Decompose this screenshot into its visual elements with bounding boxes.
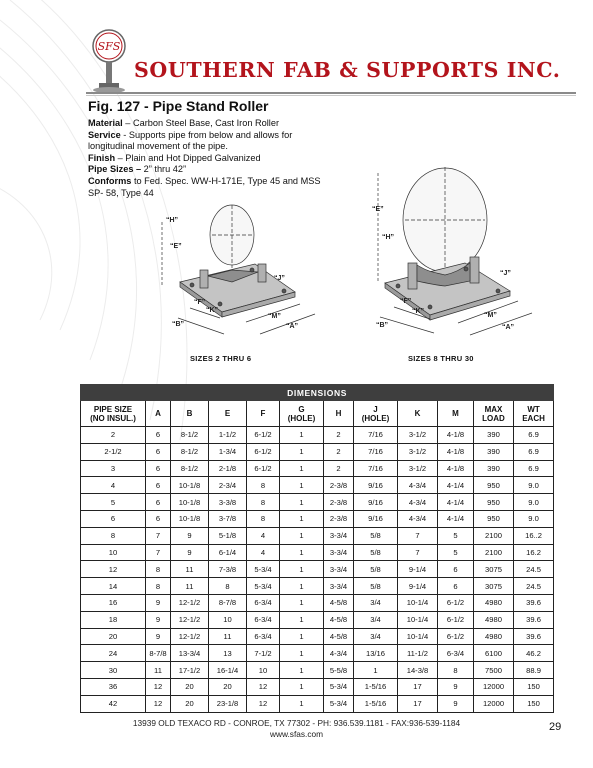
table-cell: 4-5/8 xyxy=(324,611,354,628)
table-cell: 4 xyxy=(247,527,280,544)
table-cell: 1 xyxy=(280,477,324,494)
dimensions-table xyxy=(80,384,554,713)
table-cell: 1 xyxy=(280,527,324,544)
table-cell: 8 xyxy=(247,494,280,511)
table-row xyxy=(81,544,554,561)
table-cell: 5 xyxy=(438,544,474,561)
table-cell: 9/16 xyxy=(354,494,398,511)
table-cell: 4-1/8 xyxy=(438,443,474,460)
column-header-line: M xyxy=(452,409,459,418)
table-cell: 10 xyxy=(81,544,146,561)
table-cell: 4-5/8 xyxy=(324,628,354,645)
table-cell: 18 xyxy=(81,611,146,628)
table-cell: 5-1/8 xyxy=(209,527,247,544)
table-row xyxy=(81,695,554,712)
table-cell: 8-1/2 xyxy=(171,443,209,460)
table-cell: 4-1/8 xyxy=(438,460,474,477)
table-cell: 2-3/8 xyxy=(324,494,354,511)
table-cell: 13 xyxy=(209,645,247,662)
table-cell: 8 xyxy=(209,578,247,595)
table-cell: 2-1/8 xyxy=(209,460,247,477)
column-header-line: LOAD xyxy=(482,413,505,423)
footer-address: 13939 OLD TEXACO RD - CONROE, TX 77302 - PH: 936.539.1181 - FAX:936-539-1184 xyxy=(132,718,461,728)
table-cell: 3-1/2 xyxy=(398,427,438,444)
table-cell: 11 xyxy=(209,628,247,645)
table-cell: 10 xyxy=(247,662,280,679)
table-row xyxy=(81,477,554,494)
footer-website: www.sfas.com xyxy=(269,729,324,739)
table-cell: 4-3/4 xyxy=(398,477,438,494)
table-cell: 3-3/4 xyxy=(324,544,354,561)
table-cell: 2-3/4 xyxy=(209,477,247,494)
table-cell: 4-1/4 xyxy=(438,477,474,494)
spec-material xyxy=(88,118,328,130)
column-header xyxy=(474,401,514,427)
table-cell: 7/16 xyxy=(354,427,398,444)
table-cell: 39.6 xyxy=(514,611,554,628)
table-cell: 4-3/4 xyxy=(398,494,438,511)
table-cell: 9/16 xyxy=(354,477,398,494)
header-rule-thin xyxy=(86,95,576,96)
table-cell: 6.9 xyxy=(514,427,554,444)
table-cell: 3-3/8 xyxy=(209,494,247,511)
table-cell: 8 xyxy=(146,561,171,578)
table-cell: 2 xyxy=(81,427,146,444)
table-cell: 4-5/8 xyxy=(324,594,354,611)
table-cell: 9 xyxy=(146,628,171,645)
column-header-line: B xyxy=(186,409,193,418)
table-cell: 46.2 xyxy=(514,645,554,662)
table-cell: 1 xyxy=(280,594,324,611)
dim-label-j: “J” xyxy=(274,275,285,282)
table-cell: 4-1/8 xyxy=(438,427,474,444)
table-cell: 20 xyxy=(171,695,209,712)
table-cell: 7-3/8 xyxy=(209,561,247,578)
table-cell: 950 xyxy=(474,510,514,527)
table-cell: 1 xyxy=(354,662,398,679)
column-header-line: J xyxy=(373,404,378,414)
spec-value: – Plain and Hot Dipped Galvanized xyxy=(115,152,261,163)
table-row xyxy=(81,427,554,444)
table-cell: 6 xyxy=(146,477,171,494)
table-cell: 10-1/8 xyxy=(171,510,209,527)
spec-label: Service xyxy=(88,129,121,140)
dim-label-h: “H” xyxy=(166,217,179,224)
drawing-small-sizes xyxy=(150,200,340,350)
spec-label: Conforms xyxy=(88,175,132,186)
table-cell: 1 xyxy=(280,611,324,628)
table-cell: 4980 xyxy=(474,628,514,645)
dim-label-k: “K” xyxy=(206,307,219,314)
table-cell: 1 xyxy=(280,443,324,460)
spec-value: – Carbon Steel Base, Cast Iron Roller xyxy=(122,118,279,128)
table-cell: 7-1/2 xyxy=(247,645,280,662)
table-cell: 3075 xyxy=(474,578,514,595)
column-header xyxy=(354,401,398,427)
table-cell: 88.9 xyxy=(514,662,554,679)
table-cell: 1 xyxy=(280,578,324,595)
table-cell: 3-7/8 xyxy=(209,510,247,527)
table-row xyxy=(81,594,554,611)
table-cell: 12 xyxy=(146,678,171,695)
table-cell: 6-3/4 xyxy=(247,628,280,645)
table-row xyxy=(81,494,554,511)
table-cell: 2-3/8 xyxy=(324,477,354,494)
table-cell: 1 xyxy=(280,427,324,444)
table-cell: 6.9 xyxy=(514,443,554,460)
table-cell: 20 xyxy=(209,678,247,695)
spec-pipe-sizes xyxy=(88,164,328,176)
table-cell: 1 xyxy=(280,544,324,561)
table-cell: 2100 xyxy=(474,527,514,544)
table-cell: 150 xyxy=(514,695,554,712)
table-cell: 5 xyxy=(438,527,474,544)
table-cell: 5/8 xyxy=(354,527,398,544)
table-cell: 39.6 xyxy=(514,594,554,611)
table-cell: 12-1/2 xyxy=(171,611,209,628)
page-number: 29 xyxy=(549,721,562,733)
table-cell: 6-1/2 xyxy=(247,460,280,477)
dim-label-b: “B” xyxy=(376,322,389,329)
table-cell: 13-3/4 xyxy=(171,645,209,662)
table-cell: 5/8 xyxy=(354,544,398,561)
table-cell: 6-1/2 xyxy=(247,443,280,460)
column-header-line: H xyxy=(335,409,342,418)
table-cell: 7500 xyxy=(474,662,514,679)
column-header-line: G xyxy=(298,404,305,414)
table-cell: 9 xyxy=(146,611,171,628)
table-cell: 10-1/4 xyxy=(398,628,438,645)
table-cell: 6 xyxy=(146,460,171,477)
caption-small-sizes: SIZES 2 THRU 6 xyxy=(190,354,252,363)
table-cell: 20 xyxy=(171,678,209,695)
table-cell: 16..2 xyxy=(514,527,554,544)
column-header-line: EACH xyxy=(522,413,545,423)
table-cell: 24.5 xyxy=(514,561,554,578)
table-row xyxy=(81,645,554,662)
table-cell: 3-3/4 xyxy=(324,527,354,544)
caption-large-sizes: SIZES 8 THRU 30 xyxy=(408,354,474,363)
table-cell: 6 xyxy=(146,494,171,511)
table-cell: 1-5/16 xyxy=(354,695,398,712)
column-header xyxy=(146,401,171,427)
drawing-large-sizes xyxy=(350,165,550,350)
table-cell: 9 xyxy=(171,544,209,561)
product-specs xyxy=(88,118,328,199)
table-cell: 7/16 xyxy=(354,460,398,477)
table-cell: 3-1/2 xyxy=(398,460,438,477)
table-cell: 12 xyxy=(247,678,280,695)
table-cell: 1 xyxy=(280,494,324,511)
table-row xyxy=(81,561,554,578)
dim-label-a: “A” xyxy=(502,324,515,331)
table-cell: 9 xyxy=(438,695,474,712)
table-cell: 3/4 xyxy=(354,594,398,611)
column-header-line: (HOLE) xyxy=(287,413,316,423)
table-cell: 8 xyxy=(81,527,146,544)
table-row xyxy=(81,460,554,477)
table-cell: 9-1/4 xyxy=(398,578,438,595)
table-cell: 20 xyxy=(81,628,146,645)
table-cell: 2 xyxy=(324,427,354,444)
table-cell: 1 xyxy=(280,695,324,712)
table-cell: 1-1/2 xyxy=(209,427,247,444)
svg-text:SFS: SFS xyxy=(97,40,121,53)
company-name: SOUTHERN FAB & SUPPORTS INC. xyxy=(134,58,561,82)
header-rule xyxy=(86,92,576,94)
table-cell: 12-1/2 xyxy=(171,628,209,645)
table-cell: 8 xyxy=(438,662,474,679)
table-cell: 6-3/4 xyxy=(438,645,474,662)
table-body xyxy=(81,427,554,713)
column-header-line: E xyxy=(224,409,231,418)
table-cell: 11 xyxy=(146,662,171,679)
table-cell: 3075 xyxy=(474,561,514,578)
dim-label-f: “F” xyxy=(400,298,412,305)
column-header xyxy=(81,401,146,427)
table-cell: 390 xyxy=(474,460,514,477)
table-cell: 6-3/4 xyxy=(247,594,280,611)
table-cell: 16 xyxy=(81,594,146,611)
table-cell: 14 xyxy=(81,578,146,595)
table-cell: 4-3/4 xyxy=(324,645,354,662)
table-cell: 12000 xyxy=(474,695,514,712)
table-cell: 1 xyxy=(280,662,324,679)
column-header xyxy=(438,401,474,427)
table-cell: 6-1/2 xyxy=(438,628,474,645)
table-cell: 150 xyxy=(514,678,554,695)
table-cell: 4 xyxy=(81,477,146,494)
table-cell: 950 xyxy=(474,477,514,494)
table-cell: 5/8 xyxy=(354,561,398,578)
table-cell: 4 xyxy=(247,544,280,561)
table-cell: 17-1/2 xyxy=(171,662,209,679)
table-cell: 14-3/8 xyxy=(398,662,438,679)
column-header-line: (NO INSUL.) xyxy=(90,413,136,423)
dim-label-m: “M” xyxy=(484,312,497,319)
column-header-line: K xyxy=(414,409,421,418)
table-cell: 11 xyxy=(171,561,209,578)
table-cell: 6 xyxy=(81,510,146,527)
table-cell: 7 xyxy=(146,527,171,544)
table-row xyxy=(81,611,554,628)
table-cell: 3/4 xyxy=(354,628,398,645)
table-cell: 9 xyxy=(438,678,474,695)
table-cell: 8 xyxy=(247,477,280,494)
table-cell: 6-1/2 xyxy=(438,594,474,611)
spec-finish xyxy=(88,153,328,165)
figure-title: Fig. 127 - Pipe Stand Roller xyxy=(88,98,269,114)
table-cell: 390 xyxy=(474,443,514,460)
table-cell: 9.0 xyxy=(514,477,554,494)
table-cell: 5-3/4 xyxy=(324,678,354,695)
table-cell: 6 xyxy=(438,578,474,595)
table-cell: 10-1/8 xyxy=(171,477,209,494)
table-cell: 16-1/4 xyxy=(209,662,247,679)
dim-label-j: “J” xyxy=(500,270,511,277)
table-cell: 950 xyxy=(474,494,514,511)
table-cell: 8-7/8 xyxy=(209,594,247,611)
table-cell: 8 xyxy=(146,578,171,595)
table-cell: 6-1/4 xyxy=(209,544,247,561)
table-cell: 10-1/4 xyxy=(398,611,438,628)
table-cell: 24.5 xyxy=(514,578,554,595)
table-cell: 10-1/4 xyxy=(398,594,438,611)
table-title: DIMENSIONS xyxy=(81,385,554,401)
dim-label-a: “A” xyxy=(286,323,299,330)
table-cell: 9-1/4 xyxy=(398,561,438,578)
table-cell: 7 xyxy=(146,544,171,561)
table-cell: 6 xyxy=(146,443,171,460)
table-cell: 2-1/2 xyxy=(81,443,146,460)
spec-value: - Supports pipe from below and allows for longitudinal movement of the pipe. xyxy=(88,129,293,152)
table-cell: 6100 xyxy=(474,645,514,662)
table-cell: 3/4 xyxy=(354,611,398,628)
table-header-row xyxy=(81,401,554,427)
spec-value: 2” thru 42” xyxy=(141,164,187,175)
table-cell: 6-3/4 xyxy=(247,611,280,628)
table-cell: 2 xyxy=(324,443,354,460)
table-cell: 1 xyxy=(280,510,324,527)
table-cell: 23-1/8 xyxy=(209,695,247,712)
table-cell: 6-1/2 xyxy=(247,427,280,444)
spec-conforms xyxy=(88,176,328,199)
table-cell: 4980 xyxy=(474,611,514,628)
spec-service xyxy=(88,130,328,153)
table-cell: 1 xyxy=(280,628,324,645)
table-cell: 11 xyxy=(171,578,209,595)
column-header-line: PIPE SIZE xyxy=(93,404,133,414)
column-header xyxy=(280,401,324,427)
table-cell: 1 xyxy=(280,678,324,695)
table-cell: 9/16 xyxy=(354,510,398,527)
company-logo xyxy=(82,26,136,96)
table-cell: 3-3/4 xyxy=(324,561,354,578)
table-row xyxy=(81,662,554,679)
dim-label-e: “E” xyxy=(170,243,182,250)
table-cell: 1-5/16 xyxy=(354,678,398,695)
table-cell: 9 xyxy=(146,594,171,611)
column-header xyxy=(514,401,554,427)
table-cell: 1 xyxy=(280,460,324,477)
table-cell: 30 xyxy=(81,662,146,679)
table-row xyxy=(81,443,554,460)
spec-label: Material xyxy=(88,118,123,128)
table-cell: 10-1/8 xyxy=(171,494,209,511)
table-cell: 6 xyxy=(146,510,171,527)
table-cell: 12 xyxy=(247,695,280,712)
table-cell: 4-1/4 xyxy=(438,510,474,527)
table-cell: 3-3/4 xyxy=(324,578,354,595)
column-header-line: A xyxy=(155,409,161,418)
table-cell: 7 xyxy=(398,527,438,544)
column-header xyxy=(171,401,209,427)
table-cell: 3-1/2 xyxy=(398,443,438,460)
table-cell: 9.0 xyxy=(514,510,554,527)
table-cell: 4980 xyxy=(474,594,514,611)
table-cell: 36 xyxy=(81,678,146,695)
table-cell: 8-1/2 xyxy=(171,427,209,444)
table-cell: 42 xyxy=(81,695,146,712)
column-header xyxy=(324,401,354,427)
table-row xyxy=(81,510,554,527)
table-cell: 4-1/4 xyxy=(438,494,474,511)
table-cell: 6-1/2 xyxy=(438,611,474,628)
table-cell: 24 xyxy=(81,645,146,662)
table-cell: 9.0 xyxy=(514,494,554,511)
table-cell: 13/16 xyxy=(354,645,398,662)
table-cell: 8-1/2 xyxy=(171,460,209,477)
table-cell: 5/8 xyxy=(354,578,398,595)
table-cell: 6 xyxy=(438,561,474,578)
dim-label-f: “F” xyxy=(194,299,206,306)
table-cell: 2100 xyxy=(474,544,514,561)
table-row xyxy=(81,678,554,695)
table-cell: 9 xyxy=(171,527,209,544)
column-header-line: F xyxy=(260,409,266,418)
table-cell: 12-1/2 xyxy=(171,594,209,611)
spec-value: to Fed. Spec. WW-H-171E, Type 45 and MSS SP- 58, Type 44 xyxy=(88,175,321,198)
table-cell: 12 xyxy=(146,695,171,712)
table-cell: 6.9 xyxy=(514,460,554,477)
column-header xyxy=(247,401,280,427)
table-cell: 3 xyxy=(81,460,146,477)
table-cell: 12 xyxy=(81,561,146,578)
dim-label-k: “K” xyxy=(412,308,425,315)
table-cell: 2 xyxy=(324,460,354,477)
table-cell: 17 xyxy=(398,695,438,712)
spec-label: Finish xyxy=(88,152,116,163)
table-cell: 5 xyxy=(81,494,146,511)
table-cell: 8-7/8 xyxy=(146,645,171,662)
column-header xyxy=(398,401,438,427)
table-cell: 1 xyxy=(280,561,324,578)
table-cell: 5-5/8 xyxy=(324,662,354,679)
table-cell: 2-3/8 xyxy=(324,510,354,527)
table-cell: 10 xyxy=(209,611,247,628)
table-cell: 39.6 xyxy=(514,628,554,645)
table-row xyxy=(81,527,554,544)
table-cell: 7/16 xyxy=(354,443,398,460)
table-cell: 12000 xyxy=(474,678,514,695)
table-cell: 5-3/4 xyxy=(324,695,354,712)
table-row xyxy=(81,578,554,595)
column-header xyxy=(209,401,247,427)
dim-label-b: “B” xyxy=(172,321,185,328)
dim-label-m: “M” xyxy=(268,313,281,320)
table-cell: 17 xyxy=(398,678,438,695)
column-header-line: WT xyxy=(527,404,540,414)
dim-label-h: “H” xyxy=(382,234,395,241)
table-cell: 6 xyxy=(146,427,171,444)
spec-label: Pipe Sizes – xyxy=(88,164,142,175)
table-cell: 5-3/4 xyxy=(247,578,280,595)
table-cell: 7 xyxy=(398,544,438,561)
table-cell: 1 xyxy=(280,645,324,662)
table-cell: 8 xyxy=(247,510,280,527)
table-cell: 5-3/4 xyxy=(247,561,280,578)
table-row xyxy=(81,628,554,645)
table-cell: 16.2 xyxy=(514,544,554,561)
column-header-line: (HOLE) xyxy=(361,413,390,423)
table-cell: 11-1/2 xyxy=(398,645,438,662)
table-cell: 390 xyxy=(474,427,514,444)
column-header-line: MAX xyxy=(484,404,503,414)
dim-label-e: “E” xyxy=(372,206,384,213)
table-cell: 1-3/4 xyxy=(209,443,247,460)
table-cell: 4-3/4 xyxy=(398,510,438,527)
